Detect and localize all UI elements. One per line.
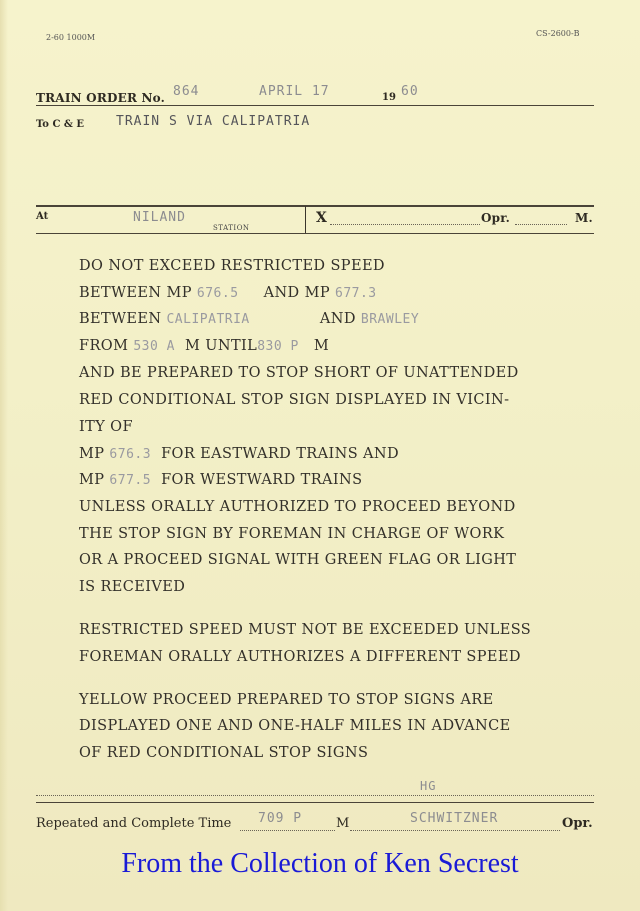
order-text: RED CONDITIONAL STOP SIGN DISPLAYED IN VICIN- [79, 392, 510, 408]
operator-dotted-line [350, 830, 560, 831]
order-text: BETWEEN MP [79, 285, 197, 301]
typed-value: 530 A [133, 339, 175, 354]
order-text: AND MP [238, 285, 335, 301]
order-text: IS RECEIVED [79, 579, 186, 595]
footer-rule [36, 802, 594, 803]
order-line [79, 499, 516, 515]
order-text: RESTRICTED SPEED MUST NOT BE EXCEEDED UNLESS [79, 622, 532, 638]
to-value: TRAIN S VIA CALIPATRIA [116, 114, 311, 129]
order-line [79, 392, 509, 408]
order-text: BETWEEN [79, 311, 167, 327]
typed-value: CALIPATRIA [166, 312, 250, 327]
order-line [79, 718, 511, 734]
at-label: At [36, 211, 49, 222]
order-text: MP [79, 472, 110, 488]
order-text: OR A PROCEED SIGNAL WITH GREEN FLAG OR LIGHT [79, 552, 517, 568]
repeated-label: Repeated and Complete Time [36, 816, 232, 831]
station-value: NILAND [133, 210, 186, 225]
order-line [79, 285, 377, 301]
collection-watermark: From the Collection of Ken Secrest [121, 848, 519, 879]
station-divider [305, 206, 306, 233]
order-line [79, 365, 519, 381]
order-line [79, 419, 133, 435]
order-text: FROM [79, 338, 134, 354]
order-text: FOREMAN ORALLY AUTHORIZES A DIFFERENT SPEED [79, 649, 521, 665]
order-text: AND [249, 311, 361, 327]
order-line [79, 552, 516, 568]
order-line [79, 258, 385, 274]
m-label: M. [575, 211, 593, 225]
train-order-number: 864 [173, 84, 200, 99]
order-line [79, 692, 494, 708]
order-line [79, 338, 329, 354]
order-text: FOR EASTWARD TRAINS AND [151, 446, 400, 462]
station-bottom-rule [36, 233, 594, 234]
order-line [79, 622, 531, 638]
to-label: To C & E [36, 119, 85, 130]
order-text: DO NOT EXCEED RESTRICTED SPEED [79, 258, 385, 274]
order-text: OF RED CONDITIONAL STOP SIGNS [79, 745, 369, 761]
order-text: M [298, 338, 330, 354]
paper-edge [0, 0, 8, 911]
station-top-rule [36, 205, 594, 207]
order-text: YELLOW PROCEED PREPARED TO STOP SIGNS ARE [79, 692, 494, 708]
train-order-label: TRAIN ORDER No. [36, 91, 166, 105]
order-line [79, 472, 362, 488]
order-line [79, 311, 419, 327]
order-text: ITY OF [79, 419, 133, 435]
complete-time: 709 P [258, 811, 303, 826]
initials-dotted-line [36, 795, 594, 796]
order-text: UNLESS ORALLY AUTHORIZED TO PROCEED BEYOND [79, 499, 516, 515]
order-line [79, 526, 504, 542]
x-dotted-line [330, 224, 480, 225]
station-label: STATION [213, 224, 250, 232]
typed-value: 676.3 [109, 447, 152, 462]
typed-value: 677.3 [335, 286, 377, 301]
form-code-right: CS-2600-B [536, 29, 580, 38]
time-dotted-line [240, 830, 335, 831]
year-suffix: 60 [401, 84, 419, 99]
footer-opr-label: Opr. [562, 816, 593, 831]
footer-m-label: M [336, 816, 350, 831]
x-label: X [316, 210, 328, 226]
typed-value: 830 P [257, 339, 299, 354]
order-line [79, 579, 185, 595]
opr-dotted-line [515, 224, 567, 225]
order-text: THE STOP SIGN BY FOREMAN IN CHARGE OF WORK [79, 526, 505, 542]
order-date: APRIL 17 [259, 84, 330, 99]
order-line [79, 446, 399, 462]
order-line [79, 649, 521, 665]
order-text: DISPLAYED ONE AND ONE-HALF MILES IN ADVANCE [79, 718, 511, 734]
order-text: FOR WESTWARD TRAINS [151, 472, 363, 488]
year-prefix: 19 [382, 92, 396, 103]
typed-value: 676.5 [196, 286, 239, 301]
order-text: M UNTIL [174, 338, 258, 354]
order-text: AND BE PREPARED TO STOP SHORT OF UNATTENDED [79, 365, 519, 381]
order-text: MP [79, 446, 110, 462]
form-code-left: 2-60 1000M [46, 33, 96, 42]
header-rule [36, 105, 594, 106]
typed-value: BRAWLEY [360, 312, 420, 327]
opr-label: Opr. [481, 211, 511, 225]
operator-name: SCHWITZNER [410, 811, 499, 826]
typed-value: 677.5 [109, 473, 152, 488]
order-line [79, 745, 368, 761]
initials: HG [420, 779, 437, 793]
